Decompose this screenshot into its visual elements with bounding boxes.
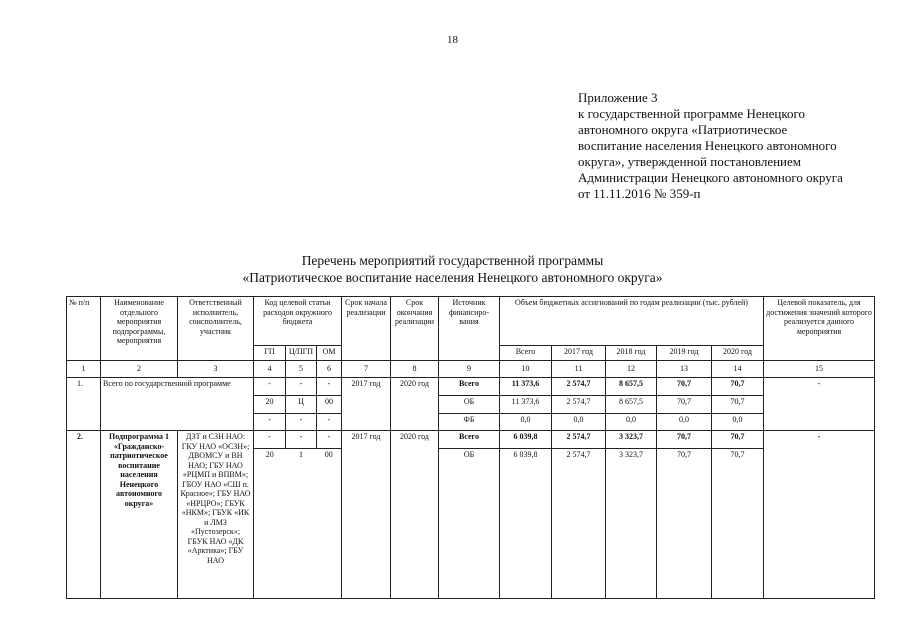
- header-code-cpgp: Ц/ПГП: [286, 346, 317, 361]
- row1-gp: -: [254, 414, 286, 431]
- header-num: № п/п: [67, 297, 101, 361]
- row1-cpgp: -: [286, 414, 317, 431]
- column-number: 2: [101, 361, 178, 378]
- row2-total: 6 039,8: [500, 449, 552, 599]
- header-name: Наименование отдельного мероприятия подпрограммы, мероприятия: [101, 297, 178, 361]
- row2-2020: 70,7: [712, 431, 764, 449]
- appendix-line: автономного округа «Патриотическое: [578, 122, 788, 137]
- row1-source: ФБ: [439, 414, 500, 431]
- appendix-block: [578, 90, 896, 202]
- row1-2020: 0,0: [712, 414, 764, 431]
- row2-om: 00: [317, 449, 342, 599]
- column-number: 15: [764, 361, 875, 378]
- row1-2017: 2 574,7: [552, 396, 606, 414]
- row2-2019: 70,7: [657, 431, 712, 449]
- row1-num: 1.: [67, 378, 101, 431]
- appendix-line: Приложение 3: [578, 90, 658, 105]
- row1-2019: 70,7: [657, 396, 712, 414]
- header-volume: Объем бюджетных ассигнований по годам реализации (тыс. рублей): [500, 297, 764, 346]
- row2-2018: 3 323,7: [606, 431, 657, 449]
- row1-2018: 0,0: [606, 414, 657, 431]
- column-number: 5: [286, 361, 317, 378]
- row1-cpgp: Ц: [286, 396, 317, 414]
- row2-num: 2.: [67, 431, 101, 599]
- row1-cpgp: -: [286, 378, 317, 396]
- document-title-line1: Перечень мероприятий государственной программы: [301, 253, 604, 268]
- column-number: 9: [439, 361, 500, 378]
- appendix-line: округа», утвержденной постановлением: [578, 154, 801, 169]
- header-end: Срок окончания реализации: [391, 297, 439, 361]
- header-code: Код целевой статьи расходов окружного бюджета: [254, 297, 342, 346]
- column-number: 1: [67, 361, 101, 378]
- row1-source: ОБ: [439, 396, 500, 414]
- column-numbers-row: [67, 361, 875, 378]
- column-number: 6: [317, 361, 342, 378]
- header-2017: 2017 год: [552, 346, 606, 361]
- row1-target: -: [764, 378, 875, 431]
- row1-source: Всего: [439, 378, 500, 396]
- header-source: Источник финансиро-вания: [439, 297, 500, 361]
- header-code-gp: ГП: [254, 346, 286, 361]
- header-2019: 2019 год: [657, 346, 712, 361]
- column-number: 8: [391, 361, 439, 378]
- row1-2017: 0,0: [552, 414, 606, 431]
- document-title: [0, 252, 905, 286]
- column-number: 3: [178, 361, 254, 378]
- row2-om: -: [317, 431, 342, 449]
- table-row: [67, 378, 875, 396]
- table-header-row: [67, 297, 875, 346]
- row2-2020: 70,7: [712, 449, 764, 599]
- row2-2017: 2 574,7: [552, 449, 606, 599]
- row1-start: 2017 год: [342, 378, 391, 431]
- appendix-line: от 11.11.2016 № 359-п: [578, 186, 701, 201]
- row1-gp: 20: [254, 396, 286, 414]
- row2-source: ОБ: [439, 449, 500, 599]
- row2-executor: ДЗТ и СЗН НАО: ГКУ НАО «ОСЗН»; ДВОМСУ и ВН НАО; ГБУ НАО «РЦМП и ВПВМ»; ГБОУ НАО «СШ п. Красное»; ГБУ НАО «НРЦРО»; ГБУК «НКМ»; ГБУК «ИК и ЛМЗ «Пустозерск»; ГБУК НАО «ДК «Арктика»; ГБУ НАО: [178, 431, 254, 599]
- row1-2018: 8 657,5: [606, 396, 657, 414]
- header-executor: Ответственный исполнитель, соисполнитель, участник: [178, 297, 254, 361]
- column-number: 10: [500, 361, 552, 378]
- row2-name: Подпрограмма 1 «Гражданско-патриотическое воспитание населения Ненецкого автономного округа»: [101, 431, 178, 599]
- row2-start: 2017 год: [342, 431, 391, 599]
- row2-total: 6 039,8: [500, 431, 552, 449]
- measures-table: [66, 296, 875, 599]
- column-number: 12: [606, 361, 657, 378]
- document-title-line2: «Патриотическое воспитание населения Ненецкого автономного округа»: [242, 270, 663, 285]
- row1-om: -: [317, 414, 342, 431]
- row2-2018: 3 323,7: [606, 449, 657, 599]
- row2-2017: 2 574,7: [552, 431, 606, 449]
- header-target: Целевой показатель, для достижения значений которого реализуется данного мероприятия: [764, 297, 875, 361]
- row1-2017: 2 574,7: [552, 378, 606, 396]
- column-number: 11: [552, 361, 606, 378]
- row2-source: Всего: [439, 431, 500, 449]
- row1-2020: 70,7: [712, 396, 764, 414]
- row1-om: 00: [317, 396, 342, 414]
- column-number: 14: [712, 361, 764, 378]
- header-total: Всего: [500, 346, 552, 361]
- table-row: [67, 431, 875, 449]
- row1-gp: -: [254, 378, 286, 396]
- row2-cpgp: 1: [286, 449, 317, 599]
- row1-2020: 70,7: [712, 378, 764, 396]
- row2-target: -: [764, 431, 875, 599]
- column-number: 7: [342, 361, 391, 378]
- row1-om: -: [317, 378, 342, 396]
- row1-2019: 0,0: [657, 414, 712, 431]
- row1-total: 11 373,6: [500, 378, 552, 396]
- appendix-line: к государственной программе Ненецкого: [578, 106, 806, 121]
- column-number: 4: [254, 361, 286, 378]
- row1-end: 2020 год: [391, 378, 439, 431]
- row2-gp: 20: [254, 449, 286, 599]
- row1-total: 0,0: [500, 414, 552, 431]
- column-number: 13: [657, 361, 712, 378]
- row1-2018: 8 657,5: [606, 378, 657, 396]
- appendix-line: Администрации Ненецкого автономного округа: [578, 170, 843, 185]
- header-start: Срок начала реализации: [342, 297, 391, 361]
- row2-end: 2020 год: [391, 431, 439, 599]
- row2-2019: 70,7: [657, 449, 712, 599]
- row2-cpgp: -: [286, 431, 317, 449]
- row1-name: Всего по государственной программе: [101, 378, 254, 431]
- header-2020: 2020 год: [712, 346, 764, 361]
- header-2018: 2018 год: [606, 346, 657, 361]
- row1-2019: 70,7: [657, 378, 712, 396]
- page-number: 18: [447, 34, 458, 46]
- appendix-line: воспитание населения Ненецкого автономного: [578, 138, 837, 153]
- row2-gp: -: [254, 431, 286, 449]
- header-code-om: ОМ: [317, 346, 342, 361]
- row1-total: 11 373,6: [500, 396, 552, 414]
